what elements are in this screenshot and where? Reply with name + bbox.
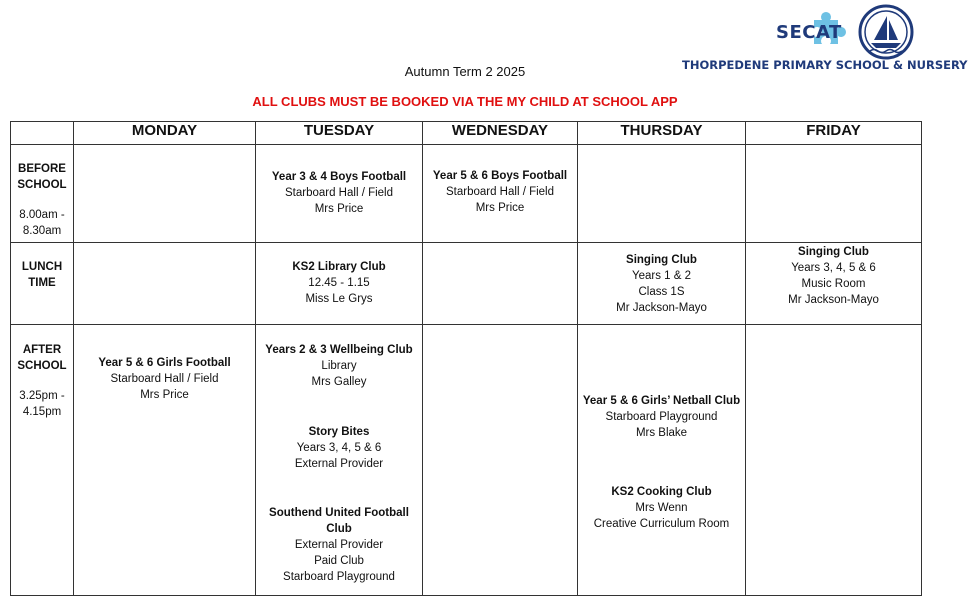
sailboat-crest-icon [858, 4, 914, 60]
session-name-line: SCHOOL [17, 360, 67, 372]
club-detail: Mrs Price [140, 389, 189, 401]
cell-thursday-lunch [578, 243, 746, 325]
table-row-lunch-time [11, 243, 922, 325]
club-name: Story Bites [308, 426, 370, 438]
cell-wednesday-after [423, 325, 578, 596]
club-name: Year 5 & 6 Girls Football [98, 357, 231, 369]
cell-thursday-before [578, 145, 746, 243]
club-entry [578, 243, 745, 316]
club-detail: Starboard Hall / Field [284, 187, 394, 199]
club-detail: Mrs Wenn [635, 502, 688, 514]
club-detail: Starboard Playground [283, 571, 395, 583]
club-name: KS2 Library Club [292, 261, 386, 273]
club-name: KS2 Cooking Club [611, 486, 712, 498]
school-name: THORPEDENE PRIMARY SCHOOL & NURSERY [682, 58, 968, 72]
club-detail: Paid Club [314, 555, 364, 567]
clubs-timetable [10, 121, 922, 596]
session-label-after-school [11, 325, 74, 596]
club-entry [256, 325, 422, 390]
session-label-before-school [11, 145, 74, 243]
club-detail: External Provider [294, 458, 384, 470]
club-entry [256, 243, 422, 307]
session-name-line: SCHOOL [17, 179, 67, 191]
cell-tuesday-after [256, 325, 423, 596]
club-detail: Years 3, 4, 5 & 6 [296, 442, 382, 454]
club-detail: Starboard Playground [605, 411, 718, 423]
club-detail: Mrs Price [475, 202, 525, 214]
cell-wednesday-before [423, 145, 578, 243]
session-time-line: 4.15pm [22, 406, 62, 418]
club-name: Singing Club [626, 254, 697, 266]
day-header-thursday: THURSDAY [578, 122, 746, 145]
club-detail: Miss Le Grys [305, 293, 373, 305]
day-header-friday: FRIDAY [746, 122, 922, 145]
club-entry [578, 325, 745, 441]
club-entry [256, 390, 422, 472]
term-title: Autumn Term 2 2025 [404, 64, 526, 79]
club-detail: Mr Jackson-Mayo [788, 294, 879, 306]
session-name-line: TIME [28, 277, 56, 289]
session-time-line: 3.25pm - [19, 390, 65, 402]
club-detail: Years 1 & 2 [631, 270, 692, 282]
cell-tuesday-lunch [256, 243, 423, 325]
club-name: Year 5 & 6 Girls’ Netball Club [582, 395, 741, 407]
club-entry [746, 243, 921, 308]
table-header-row [11, 122, 922, 145]
club-detail: Mrs Price [314, 203, 364, 215]
table-row-after-school [11, 325, 922, 596]
booking-notice: ALL CLUBS MUST BE BOOKED VIA THE MY CHILD AT SCHOOL APP [252, 94, 678, 109]
session-time-line: 8.00am - [19, 209, 65, 221]
cell-monday-before [74, 145, 256, 243]
club-detail: Class 1S [638, 286, 685, 298]
cell-monday-lunch [74, 243, 256, 325]
secat-logo-text: SECAT [776, 22, 842, 43]
cell-thursday-after [578, 325, 746, 596]
cell-friday-before [746, 145, 922, 243]
corner-cell [11, 122, 74, 145]
club-name: Year 3 & 4 Boys Football [271, 171, 407, 183]
day-header-monday: MONDAY [74, 122, 256, 145]
club-detail: Mrs Blake [635, 427, 688, 439]
day-header-wednesday: WEDNESDAY [423, 122, 578, 145]
club-detail: Library [321, 360, 357, 372]
club-entry [256, 472, 422, 585]
session-name-line: AFTER [22, 344, 62, 356]
club-detail: Creative Curriculum Room [593, 518, 730, 530]
club-entry [578, 441, 745, 532]
club-entry [256, 145, 422, 217]
club-name: Years 2 & 3 Wellbeing Club [265, 344, 413, 356]
club-name: Club [326, 523, 352, 535]
cell-tuesday-before [256, 145, 423, 243]
club-entry [423, 145, 577, 216]
session-time-line: 8.30am [22, 225, 62, 237]
cell-friday-after [746, 325, 922, 596]
session-name-line: BEFORE [18, 163, 66, 175]
cell-monday-after [74, 325, 256, 596]
table-row-before-school [11, 145, 922, 243]
club-detail: Years 3, 4, 5 & 6 [791, 262, 876, 274]
club-detail: 12.45 - 1.15 [308, 277, 370, 289]
club-name: Year 5 & 6 Boys Football [432, 170, 568, 182]
club-detail: External Provider [294, 539, 384, 551]
club-detail: Music Room [801, 278, 866, 290]
club-detail: Starboard Hall / Field [110, 373, 219, 385]
session-name-line: LUNCH [21, 261, 63, 273]
club-detail: Mrs Galley [311, 376, 367, 388]
session-label-lunch-time [11, 243, 74, 325]
club-entry [74, 325, 255, 403]
cell-wednesday-lunch [423, 243, 578, 325]
club-name: Southend United Football [269, 507, 409, 519]
day-header-tuesday: TUESDAY [256, 122, 423, 145]
club-detail: Mr Jackson-Mayo [616, 302, 707, 314]
club-detail: Starboard Hall / Field [445, 186, 555, 198]
cell-friday-lunch [746, 243, 922, 325]
club-name: Singing Club [798, 246, 869, 258]
